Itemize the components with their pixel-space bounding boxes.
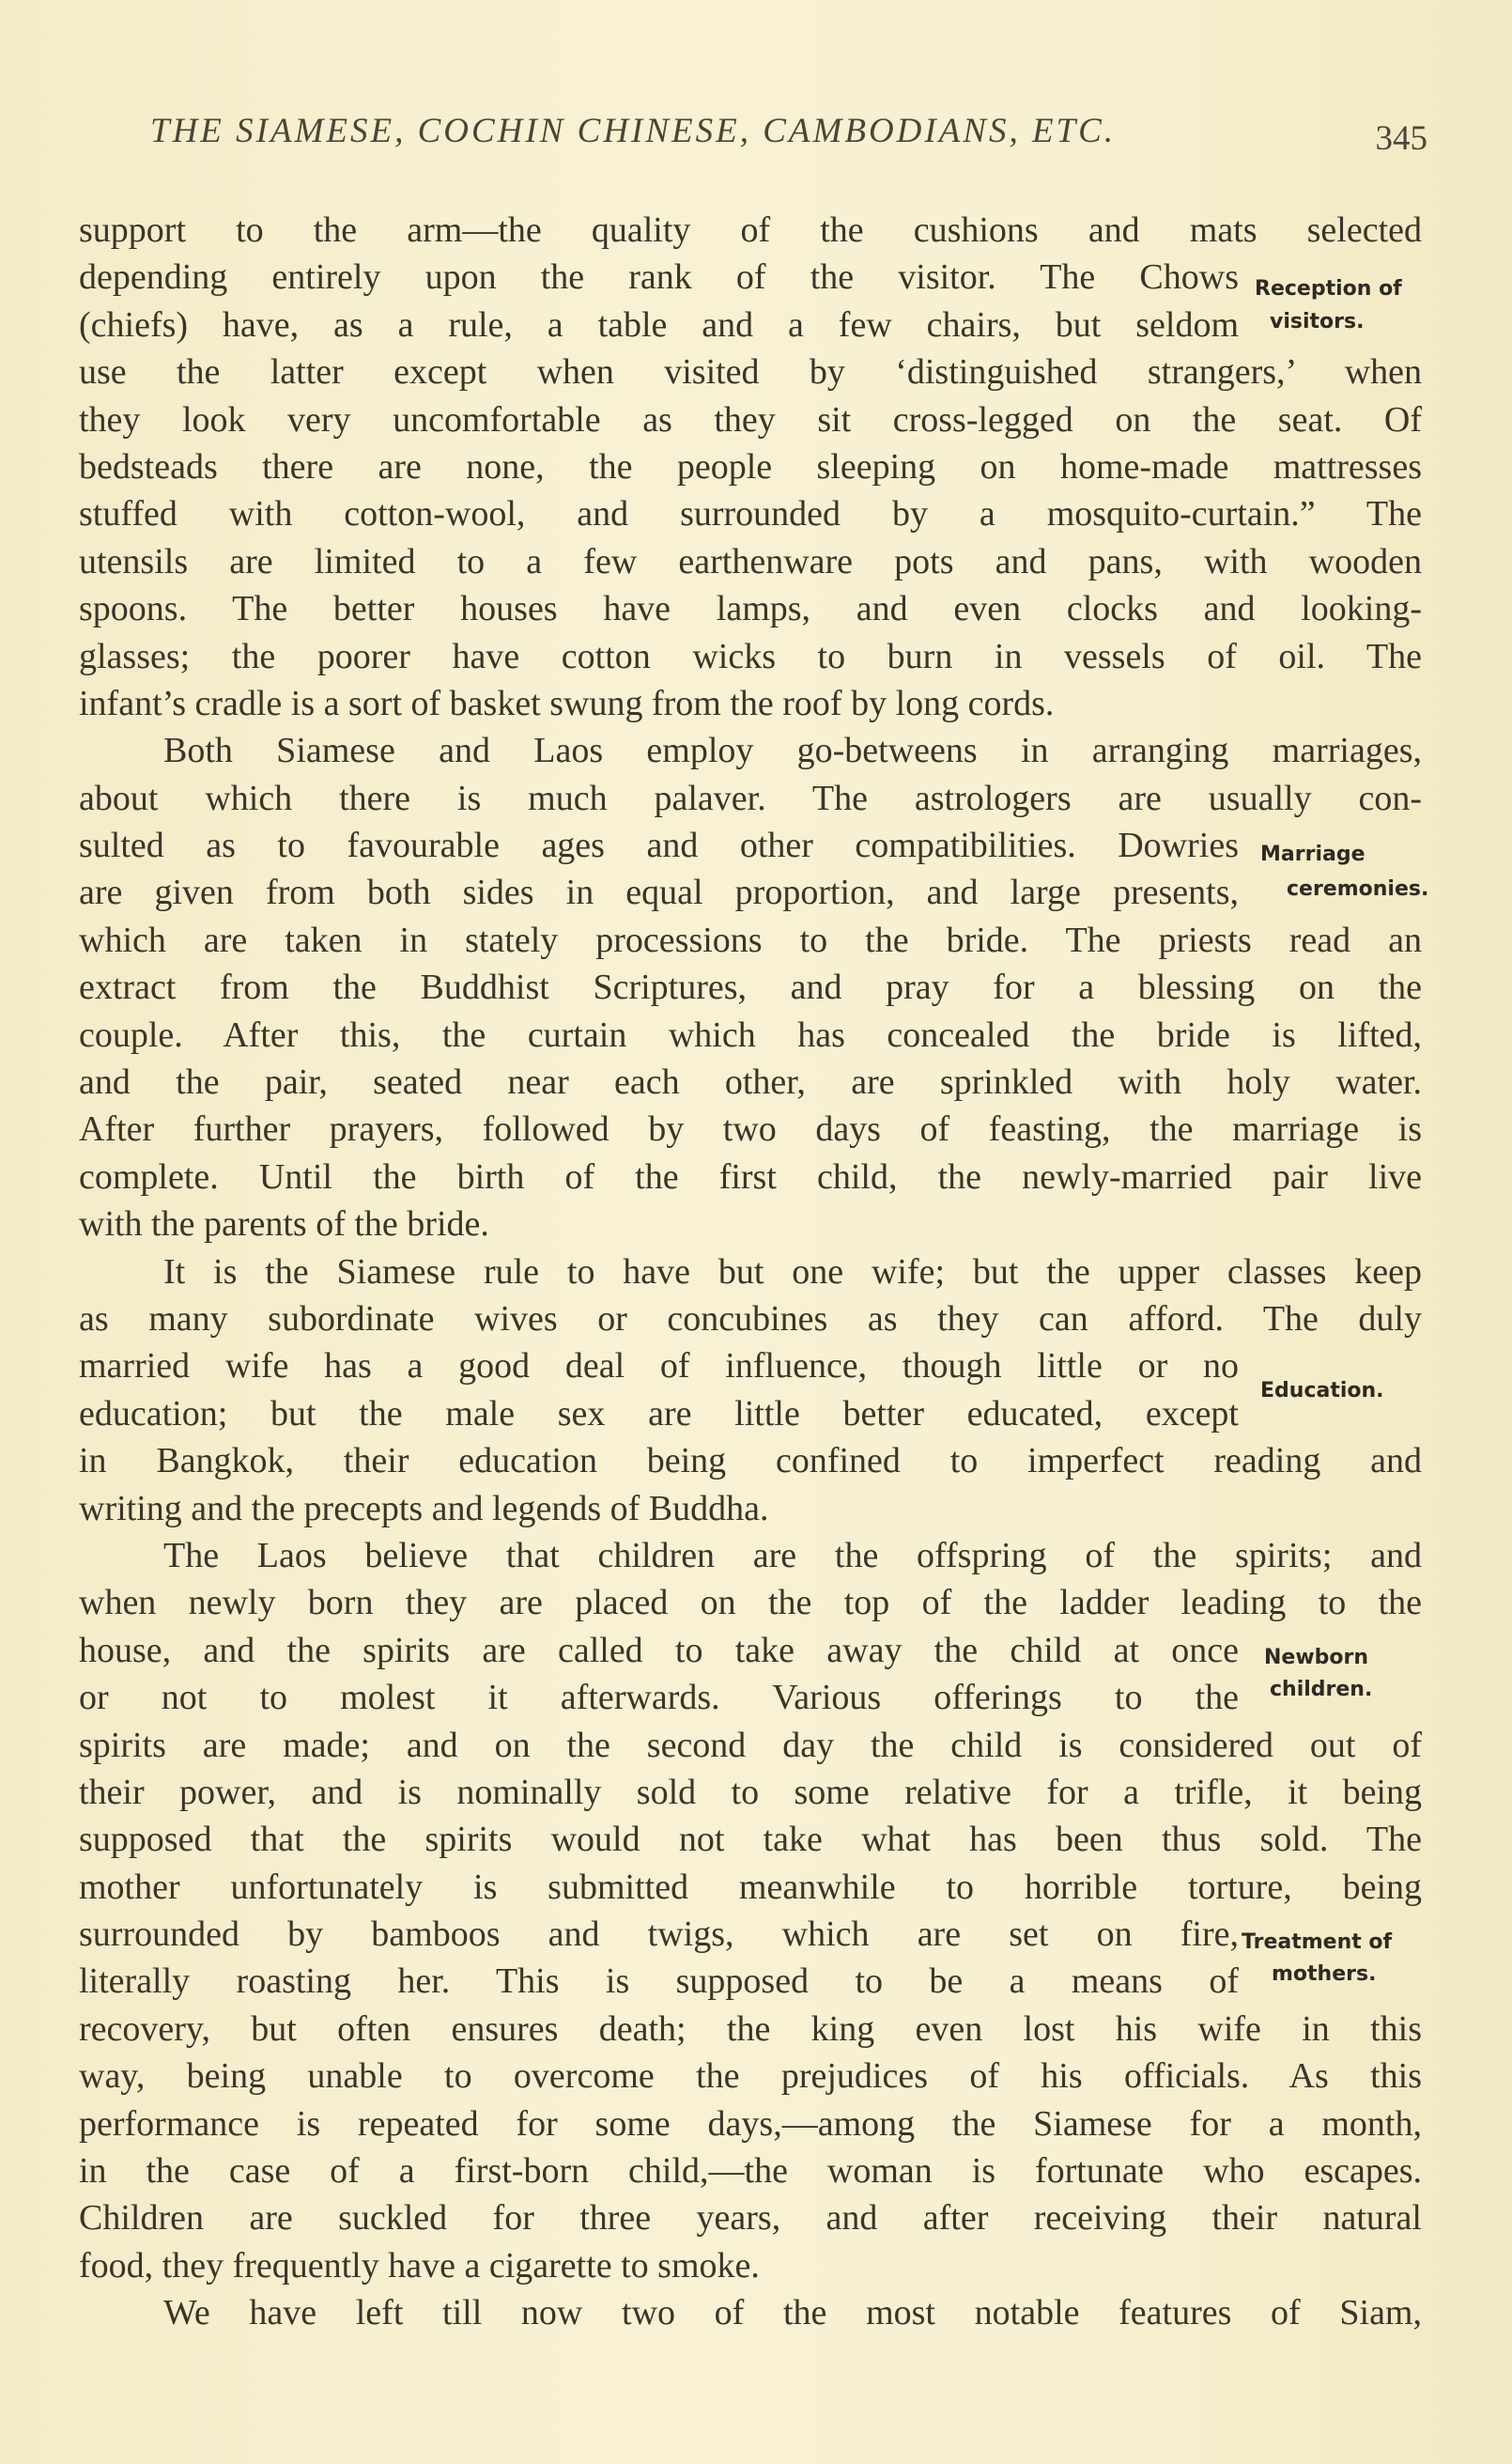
text-line: which are taken in stately processions to the bride. The priests read an [79,920,1422,960]
text-line: way, being unable to overcome the prejudices of his officials. As this [79,2056,1422,2097]
text-line: use the latter except when visited by ‘distinguished strangers,’ when [79,352,1422,393]
sidenote-ceremonies: ceremonies. [1287,877,1429,901]
text-line: After further prayers, followed by two days of feasting, the marriage is [79,1109,1422,1150]
body-text [79,207,1422,2337]
text-line: food, they frequently have a cigarette to smoke. [79,2245,760,2286]
text-line: writing and the precepts and legends of Buddha. [79,1488,769,1528]
text-line: sulted as to favourable ages and other compatibilities. Dowries [79,826,1239,866]
sidenote-visitors: visitors. [1270,310,1365,333]
sidenote-reception-of: Reception of [1255,277,1402,301]
text-line: The Laos believe that children are the offspring of the spirits; and [163,1535,1422,1575]
text-line: (chiefs) have, as a rule, a table and a few chairs, but seldom [79,304,1239,345]
text-line: spoons. The better houses have lamps, and even clocks and looking- [79,589,1422,629]
sidenote-marriage: Marriage [1260,843,1365,866]
text-line: utensils are limited to a few earthenware pots and pans, with wooden [79,541,1422,581]
text-line: with the parents of the bride. [79,1204,489,1245]
text-line: support to the arm—the quality of the cushions and mats selected [79,210,1422,250]
text-line: It is the Siamese rule to have but one wife; but the upper classes keep [163,1251,1422,1292]
text-line: Children are suckled for three years, and after receiving their natural [79,2198,1422,2239]
text-line: surrounded by bamboos and twigs, which are set on fire, [79,1914,1239,1955]
text-line: We have left till now two of the most notable features of Siam, [163,2293,1422,2333]
text-line: in the case of a first-born child,—the woman is fortunate who escapes. [79,2151,1422,2192]
text-line: when newly born they are placed on the top of the ladder leading to the [79,1583,1422,1623]
text-line: infant’s cradle is a sort of basket swung from the roof by long cords. [79,683,1055,723]
text-line: complete. Until the birth of the first child, the newly-married pair live [79,1156,1422,1197]
sidenote-children: children. [1270,1678,1373,1701]
text-line: glasses; the poorer have cotton wicks to burn in vessels of oil. The [79,636,1422,676]
sidenote-treatment-of: Treatment of [1242,1930,1393,1954]
text-line: in Bangkok, their education being confined to imperfect reading and [79,1441,1422,1481]
text-line: and the pair, seated near each other, are sprinkled with holy water. [79,1062,1422,1103]
text-line: depending entirely upon the rank of the visitor. The Chows [79,257,1239,298]
text-line: Both Siamese and Laos employ go-betweens in arranging marriages, [163,731,1422,771]
text-line: stuffed with cotton-wool, and surrounded by a mosquito-curtain.” The [79,494,1422,535]
text-line: recovery, but often ensures death; the king even lost his wife in this [79,2008,1422,2049]
sidenote-mothers: mothers. [1272,1962,1377,1986]
text-line: education; but the male sex are little better educated, except [79,1393,1239,1433]
sidenote-education: Education. [1260,1379,1384,1402]
text-line: about which there is much palaver. The astrologers are usually con- [79,778,1422,818]
text-line: supposed that the spirits would not take what has been thus sold. The [79,1820,1422,1860]
text-line: married wife has a good deal of influence, though little or no [79,1346,1239,1387]
text-line: literally roasting her. This is supposed to be a means of [79,1961,1239,2002]
text-line: as many subordinate wives or concubines as they can afford. The duly [79,1298,1422,1339]
text-line: bedsteads there are none, the people sleeping on home-made mattresses [79,446,1422,487]
running-title: THE SIAMESE, COCHIN CHINESE, CAMBODIANS, ETC. [150,112,1117,150]
text-line: are given from both sides in equal proportion, and large presents, [79,873,1239,913]
text-line: their power, and is nominally sold to some relative for a trifle, it being [79,1772,1422,1812]
sidenote-newborn: Newborn [1264,1646,1369,1669]
page-header [150,111,1427,167]
text-line: house, and the spirits are called to take away the child at once [79,1630,1239,1670]
text-line: performance is repeated for some days,—among the Siamese for a month, [79,2103,1422,2144]
text-line: spirits are made; and on the second day the child is considered out of [79,1725,1422,1765]
text-line: extract from the Buddhist Scriptures, and pray for a blessing on the [79,968,1422,1008]
text-line: couple. After this, the curtain which has concealed the bride is lifted, [79,1015,1422,1055]
text-line: mother unfortunately is submitted meanwhile to horrible torture, being [79,1867,1422,1907]
text-line: or not to molest it afterwards. Various offerings to the [79,1678,1239,1718]
page-number: 345 [1375,119,1427,158]
text-line: they look very uncomfortable as they sit cross-legged on the seat. Of [79,399,1422,440]
